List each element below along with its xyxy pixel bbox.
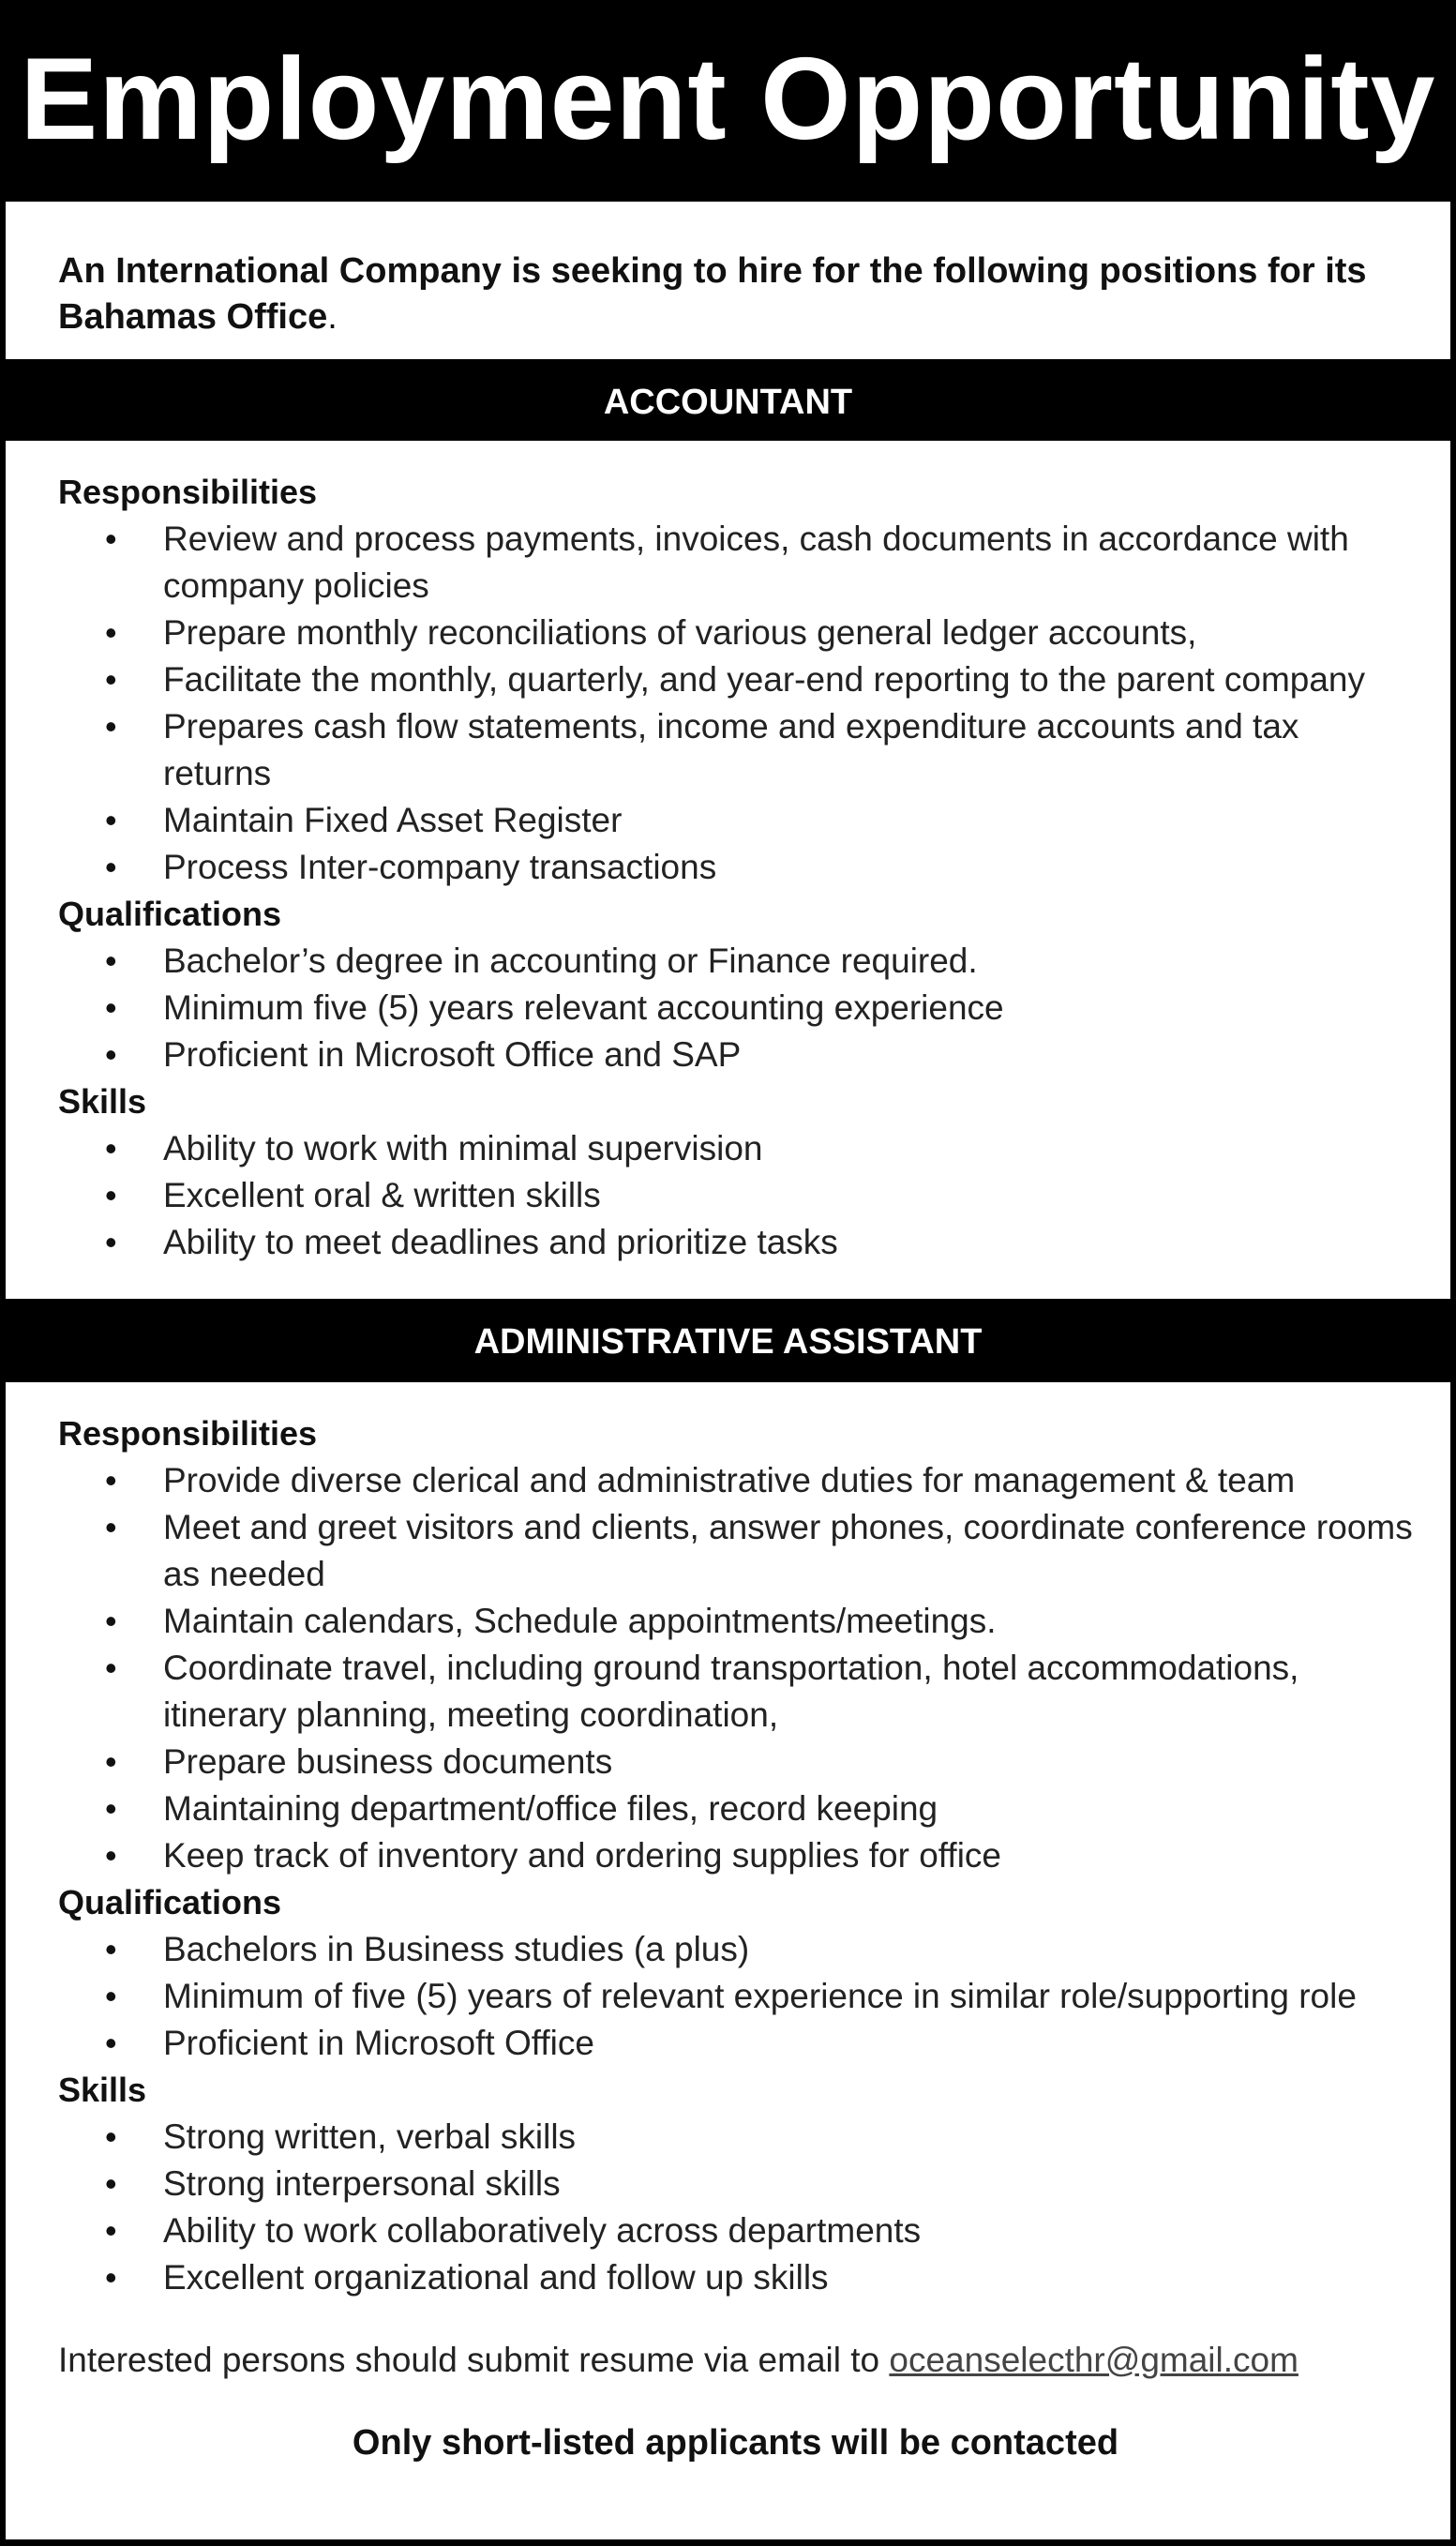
contact-text: Interested persons should submit resume via email to [58, 2341, 880, 2379]
list-item: • Excellent oral & written skills [58, 1172, 1413, 1219]
list-item: • Maintain Fixed Asset Register [58, 797, 1413, 844]
list-item: • Bachelors in Business studies (a plus) [58, 1926, 1413, 1973]
list-item: • Bachelor’s degree in accounting or Finance required. [58, 938, 1413, 985]
admin-responsibilities-list [58, 1457, 1413, 1879]
list-item: • Ability to work collaboratively across departments [58, 2207, 1413, 2254]
contact-line [58, 2337, 1413, 2384]
email-link[interactable]: oceanselecthr@gmail.com [889, 2341, 1298, 2379]
list-item: • Proficient in Microsoft Office and SAP [58, 1032, 1413, 1078]
list-item: • Meet and greet visitors and clients, answer phones, coordinate conference rooms as needed [58, 1504, 1413, 1598]
list-item: • Excellent organizational and follow up skills [58, 2254, 1413, 2301]
admin-qualifications-list [58, 1926, 1413, 2067]
accountant-responsibilities-heading: Responsibilities [58, 473, 318, 511]
list-item: • Facilitate the monthly, quarterly, and year-end reporting to the parent company [58, 656, 1413, 703]
intro-panel [6, 202, 1450, 359]
closing-note: Only short-listed applicants will be contacted [352, 2423, 1119, 2463]
page-title: Employment Opportunity [20, 35, 1436, 164]
list-item: • Process Inter-company transactions [58, 844, 1413, 891]
list-item: • Maintaining department/office files, record keeping [58, 1785, 1413, 1832]
list-item: • Minimum of five (5) years of relevant experience in similar role/supporting role [58, 1973, 1413, 2020]
admin-responsibilities-heading: Responsibilities [58, 1414, 318, 1453]
accountant-skills-list [58, 1125, 1413, 1266]
intro-period: . [327, 297, 338, 337]
accountant-heading: ACCOUNTANT [603, 382, 853, 422]
list-item: • Maintain calendars, Schedule appointments/meetings. [58, 1598, 1413, 1645]
accountant-qualifications-heading: Qualifications [58, 895, 282, 933]
list-item: • Strong interpersonal skills [58, 2161, 1413, 2207]
list-item: • Prepares cash flow statements, income and expenditure accounts and tax returns [58, 703, 1413, 797]
accountant-responsibilities-list [58, 516, 1413, 891]
intro-text: An International Company is seeking to hire for the following positions for its Bahamas Office [58, 251, 1367, 337]
list-item: • Ability to work with minimal supervision [58, 1125, 1413, 1172]
list-item: • Keep track of inventory and ordering supplies for office [58, 1832, 1413, 1879]
admin-assistant-heading: ADMINISTRATIVE ASSISTANT [473, 1321, 983, 1362]
list-item: • Prepare monthly reconciliations of various general ledger accounts, [58, 610, 1413, 656]
list-item: • Provide diverse clerical and administrative duties for management & team [58, 1457, 1413, 1504]
list-item: • Prepare business documents [58, 1739, 1413, 1785]
list-item: • Review and process payments, invoices, cash documents in accordance with company policies [58, 516, 1413, 610]
admin-skills-heading: Skills [58, 2071, 147, 2109]
accountant-section [6, 441, 1450, 1299]
accountant-skills-heading: Skills [58, 1082, 147, 1121]
list-item: • Proficient in Microsoft Office [58, 2020, 1413, 2067]
list-item: • Coordinate travel, including ground transportation, hotel accommodations, itinerary planning, meeting coordination, [58, 1645, 1413, 1739]
list-item: • Minimum five (5) years relevant accounting experience [58, 985, 1413, 1032]
list-item: • Strong written, verbal skills [58, 2114, 1413, 2161]
accountant-qualifications-list [58, 938, 1413, 1078]
admin-skills-list [58, 2114, 1413, 2301]
admin-qualifications-heading: Qualifications [58, 1883, 282, 1921]
admin-assistant-section [6, 1382, 1450, 2539]
list-item: • Ability to meet deadlines and prioritize tasks [58, 1219, 1413, 1266]
